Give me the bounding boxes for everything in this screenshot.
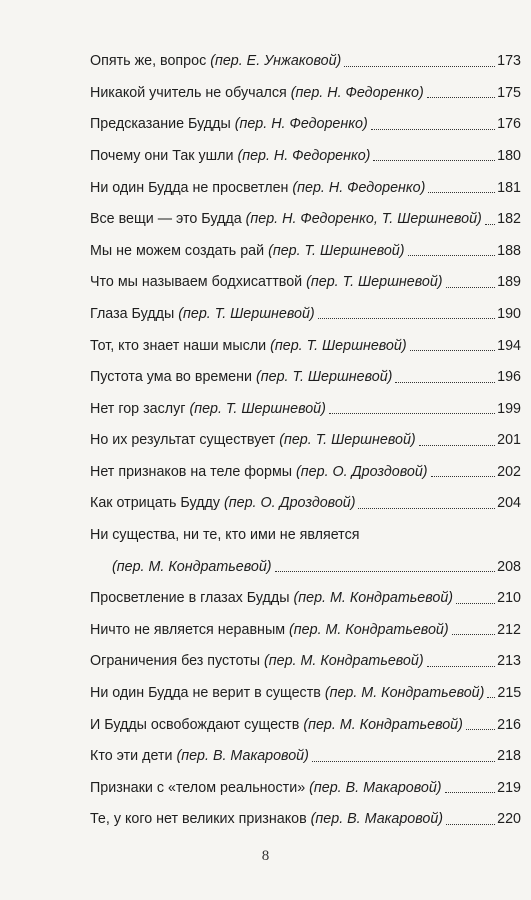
- toc-entry-label: [90, 590, 453, 606]
- page-number: 8: [261, 848, 270, 864]
- dot-leader: [466, 728, 495, 730]
- toc-entry-page: 189: [497, 274, 521, 291]
- toc-entry-page: 201: [497, 432, 521, 449]
- toc-entry-label: [90, 717, 463, 733]
- toc-entry-page: 182: [497, 211, 521, 228]
- toc-entry-translator: (пер. Н. Федоренко, Т. Шершневой): [245, 211, 482, 228]
- toc-entry-title: Опять же, вопрос: [90, 53, 207, 70]
- toc-entry-label: [90, 148, 370, 164]
- toc-entry-translator: (пер. О. Дроздовой): [223, 495, 356, 512]
- toc-entry-label: [90, 243, 405, 259]
- toc-entry-page: 190: [497, 305, 521, 322]
- toc-entry: [90, 765, 521, 797]
- dot-leader: [344, 65, 495, 67]
- toc-entry: [90, 70, 521, 102]
- toc-entry: [90, 670, 521, 702]
- toc-entry: [90, 38, 521, 70]
- toc-entry-page: 220: [497, 811, 521, 828]
- toc-entry-title: Но их результат существует: [90, 432, 276, 449]
- toc-entry: [90, 386, 521, 418]
- toc-entry-label: [90, 274, 443, 290]
- toc-entry-title: Нет признаков на теле формы: [90, 463, 293, 480]
- toc-entry-page: 173: [497, 53, 521, 70]
- toc-entry-translator: (пер. Т. Шершневой): [279, 432, 416, 449]
- toc-entry-title: Как отрицать Будду: [90, 495, 220, 512]
- dot-leader: [329, 412, 495, 414]
- toc-entry-label: [90, 116, 368, 132]
- dot-leader: [318, 317, 495, 319]
- toc-entry-title: Предсказание Будды: [90, 116, 231, 133]
- toc-entry-page: 219: [497, 779, 521, 796]
- toc-entry-label: [90, 464, 428, 480]
- toc-entry-translator: (пер. Т. Шершневой): [256, 369, 393, 386]
- toc-entry: [90, 607, 521, 639]
- toc-entry-translator: (пер. В. Макаровой): [176, 748, 309, 765]
- toc-entry-label: [90, 211, 482, 227]
- toc-entry-title: И Будды освобождают существ: [90, 716, 300, 733]
- toc-entry-translator: (пер. Т. Шершневой): [178, 305, 315, 322]
- dot-leader: [485, 223, 495, 225]
- dot-leader: [456, 602, 495, 604]
- toc-entry-label: [90, 653, 424, 669]
- toc-entry: [90, 733, 521, 765]
- toc-entry: [90, 133, 521, 165]
- dot-leader: [408, 254, 496, 256]
- toc-entry: [90, 196, 521, 228]
- toc-entry-page: 176: [497, 116, 521, 133]
- toc-entry-translator: (пер. М. Кондратьевой): [289, 621, 449, 638]
- toc-entry-page: 213: [497, 653, 521, 670]
- toc-entry-translator: (пер. М. Кондратьевой): [303, 716, 463, 733]
- toc-entry-page: 216: [497, 716, 521, 733]
- dot-leader: [487, 696, 495, 698]
- dot-leader: [410, 349, 496, 351]
- toc-entry: [90, 638, 521, 670]
- toc-entry-translator: (пер. Т. Шершневой): [268, 242, 405, 259]
- toc-entry-title: Ничто не является неравным: [90, 621, 286, 638]
- toc-entry-page: 210: [497, 590, 521, 607]
- toc-entry: [90, 291, 521, 323]
- toc-entry-label: [90, 180, 425, 196]
- toc-entry-title: Все вещи — это Будда: [90, 211, 242, 228]
- toc-entry-page: 208: [497, 558, 521, 575]
- toc-entry-page: 218: [497, 748, 521, 765]
- toc-entry-translator: (пер. М. Кондратьевой): [293, 590, 454, 607]
- dot-leader: [358, 507, 495, 509]
- toc-entry-page: 181: [497, 179, 521, 196]
- toc-entry: [90, 259, 521, 291]
- dot-leader: [427, 96, 495, 98]
- toc-entry: [90, 164, 521, 196]
- dot-leader: [312, 760, 495, 762]
- toc-entry: [90, 701, 521, 733]
- toc-entry-title: Ни существа, ни те, кто ими не является: [90, 527, 360, 544]
- toc-entry-label: [90, 306, 315, 322]
- toc-entry-translator: (пер. В. Макаровой): [310, 811, 444, 828]
- toc-entry-title: Просветление в глазах Будды: [90, 590, 290, 607]
- dot-leader: [371, 128, 495, 130]
- toc-entry-title: Те, у кого нет великих признаков: [90, 811, 307, 828]
- toc-entry: [90, 796, 521, 828]
- toc-entry-label: [90, 401, 326, 417]
- toc-entry-label: [90, 85, 424, 101]
- dot-leader: [275, 570, 496, 572]
- dot-leader: [419, 444, 495, 446]
- dot-leader: [446, 823, 495, 825]
- toc-entry-title: Ни один Будда не просветлен: [90, 179, 289, 196]
- toc-entry-translator: (пер. Т. Шершневой): [189, 400, 326, 417]
- toc-entry-page: 196: [497, 369, 521, 386]
- toc-entry: [90, 417, 521, 449]
- toc-entry-label: [90, 369, 392, 385]
- toc-entry-translator: (пер. Т. Шершневой): [306, 274, 443, 291]
- toc-entry: [90, 101, 521, 133]
- toc-entry-translator: (пер. М. Кондратьевой): [264, 653, 424, 670]
- toc-entry-page: 215: [497, 685, 522, 702]
- toc-entry-title: Кто эти дети: [90, 748, 173, 765]
- toc-entry-translator: (пер. М. Кондратьевой): [112, 558, 272, 575]
- toc-entry-label: [90, 53, 341, 69]
- toc-entry-title: Тот, кто знает наши мысли: [90, 337, 267, 354]
- toc-entry-page: 194: [497, 337, 521, 354]
- dot-leader: [427, 665, 496, 667]
- toc-entry-page: 199: [497, 400, 521, 417]
- dot-leader: [373, 159, 495, 161]
- toc-entry: [90, 480, 521, 512]
- toc-entry-page: 204: [497, 495, 521, 512]
- toc-entry-translator: (пер. О. Дроздовой): [296, 463, 428, 480]
- toc-entry-title: Почему они Так ушли: [90, 147, 234, 164]
- toc-entry-page: 202: [497, 463, 521, 480]
- toc-entry-translator: (пер. Н. Федоренко): [290, 84, 424, 101]
- toc-entry-label: [90, 432, 416, 448]
- toc-entry-translator: (пер. Е. Унжаковой): [210, 53, 342, 70]
- toc-entry-translator: (пер. Н. Федоренко): [237, 147, 371, 164]
- toc-entry-label: [90, 338, 407, 354]
- toc-entry-title: Признаки с «телом реальности»: [90, 779, 306, 796]
- dot-leader: [445, 791, 496, 793]
- toc-entry-label: [90, 622, 449, 638]
- dot-leader: [446, 286, 496, 288]
- toc-entry: [90, 449, 521, 481]
- toc-entry-title: Что мы называем бодхисаттвой: [90, 274, 303, 291]
- toc-entry-title: Никакой учитель не обучался: [90, 84, 287, 101]
- toc-entry-title: Ни один Будда не верит в существ: [90, 685, 321, 702]
- toc-entry: [90, 512, 521, 575]
- toc-entry-title: Глаза Будды: [90, 305, 175, 322]
- toc-entry: [90, 575, 521, 607]
- dot-leader: [395, 381, 495, 383]
- toc-entry: [90, 354, 521, 386]
- toc-entry-page: 188: [497, 242, 521, 259]
- toc-entry-translator: (пер. Н. Федоренко): [292, 179, 426, 196]
- toc-entry-translator: (пер. М. Кондратьевой): [324, 685, 485, 702]
- dot-leader: [431, 475, 496, 477]
- toc-entry-page: 212: [497, 621, 521, 638]
- toc-entry-translator: (пер. Н. Федоренко): [234, 116, 368, 133]
- toc-entry-label: [90, 495, 355, 511]
- toc-entry-translator: (пер. Т. Шершневой): [270, 337, 407, 354]
- toc-entry-title: Мы не можем создать рай: [90, 242, 265, 259]
- toc-entry-label: [90, 811, 443, 827]
- dot-leader: [428, 191, 495, 193]
- toc-entry: [90, 228, 521, 260]
- toc-entry-page: 180: [497, 147, 521, 164]
- toc-entry-page: 175: [497, 84, 521, 101]
- toc-entry-translator: (пер. В. Макаровой): [309, 779, 442, 796]
- toc-entry-label: [90, 780, 442, 796]
- toc-entry: [90, 322, 521, 354]
- toc-entry-title: Нет гор заслуг: [90, 400, 186, 417]
- toc-entry-title: Пустота ума во времени: [90, 369, 253, 386]
- table-of-contents: [90, 38, 521, 828]
- dot-leader: [452, 633, 496, 635]
- toc-entry-title: Ограничения без пустоты: [90, 653, 261, 670]
- toc-entry-label: [90, 748, 309, 764]
- toc-entry-label: [90, 685, 484, 701]
